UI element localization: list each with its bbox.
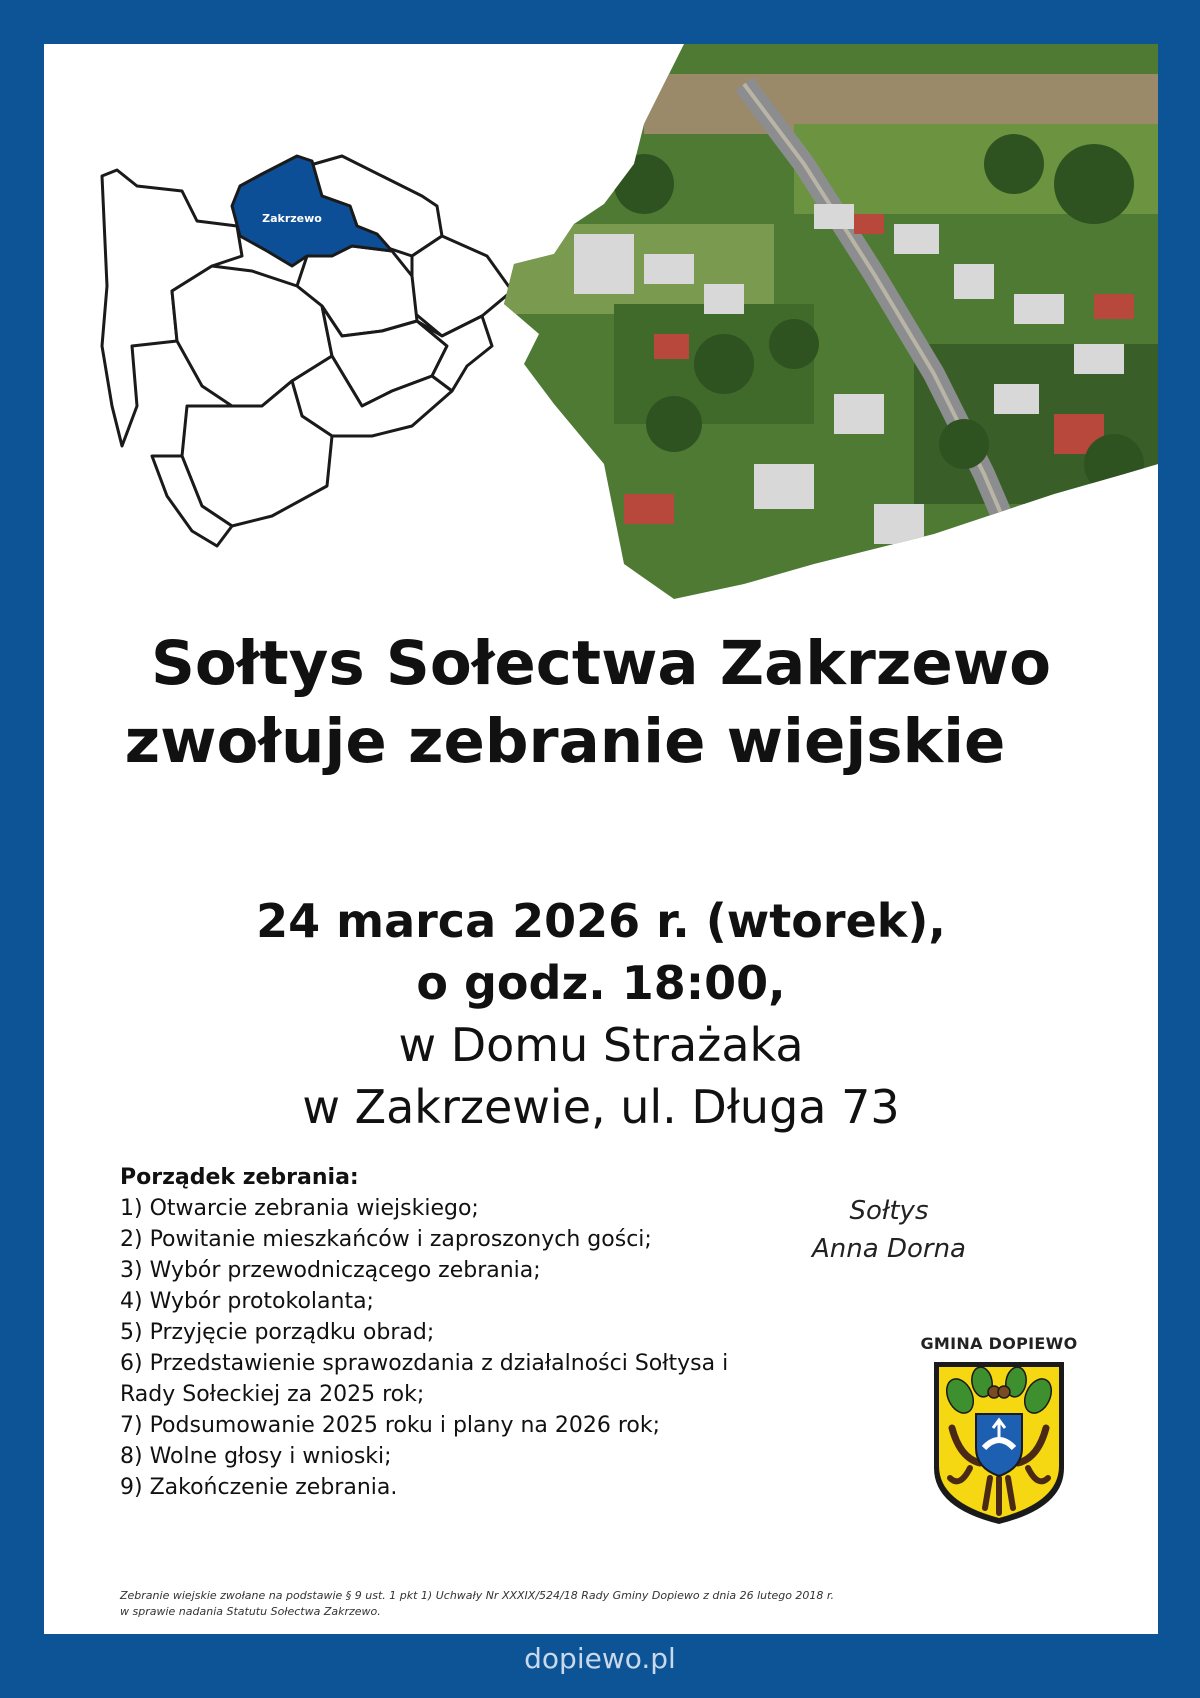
footer-website[interactable]: dopiewo.pl [524, 1642, 676, 1675]
agenda-item: 8) Wolne głosy i wnioski; [120, 1444, 392, 1469]
coat-of-arms-icon [930, 1358, 1068, 1528]
signature-role: Sołtys [849, 1196, 929, 1226]
poster-sheet [44, 44, 1158, 1634]
agenda-item: Rady Sołeckiej za 2025 rok; [120, 1382, 425, 1407]
agenda-item: 1) Otwarcie zebrania wiejskiego; [120, 1196, 479, 1221]
legal-note [120, 1588, 1020, 1620]
signature-name: Anna Dorna [812, 1234, 966, 1264]
agenda-item: 6) Przedstawienie sprawozdania z działalności Sołtysa i [120, 1351, 729, 1376]
meeting-place: w Domu Strażaka [398, 1018, 804, 1072]
title-line-1: Sołtys Sołectwa Zakrzewo [150, 628, 1052, 699]
legal-line-1: Zebranie wiejskie zwołane na podstawie § 9 ust. 1 pkt 1) Uchwały Nr XXXIX/524/18 Rady Gminy Dopiewo z dnia 26 lutego 2018 r. [120, 1589, 834, 1602]
agenda-item: 2) Powitanie mieszkańców i zaproszonych gości; [120, 1227, 652, 1252]
crest-title: GMINA DOPIEWO [920, 1334, 1078, 1353]
meeting-time: o godz. 18:00, [416, 956, 786, 1010]
agenda-item: 7) Podsumowanie 2025 roku i plany na 2026 rok; [120, 1413, 661, 1438]
agenda-item: 9) Zakończenie zebrania. [120, 1475, 398, 1500]
agenda-item: 5) Przyjęcie porządku obrad; [120, 1320, 435, 1345]
title-line-2: zwołuje zebranie wiejskie [124, 706, 1006, 777]
agenda-item: 3) Wybór przewodniczącego zebrania; [120, 1258, 541, 1283]
aerial-photo [494, 44, 1158, 604]
agenda [120, 1162, 780, 1503]
village-map [92, 106, 562, 566]
agenda-item: 4) Wybór protokolanta; [120, 1289, 374, 1314]
meeting-address: w Zakrzewie, ul. Długa 73 [302, 1080, 900, 1134]
meeting-date: 24 marca 2026 r. (wtorek), [256, 894, 946, 948]
legal-line-2: w sprawie nadania Statutu Sołectwa Zakrzewo. [120, 1605, 381, 1618]
agenda-heading: Porządek zebrania: [120, 1165, 359, 1190]
map-zakrzewo-label: Zakrzewo [262, 212, 322, 225]
